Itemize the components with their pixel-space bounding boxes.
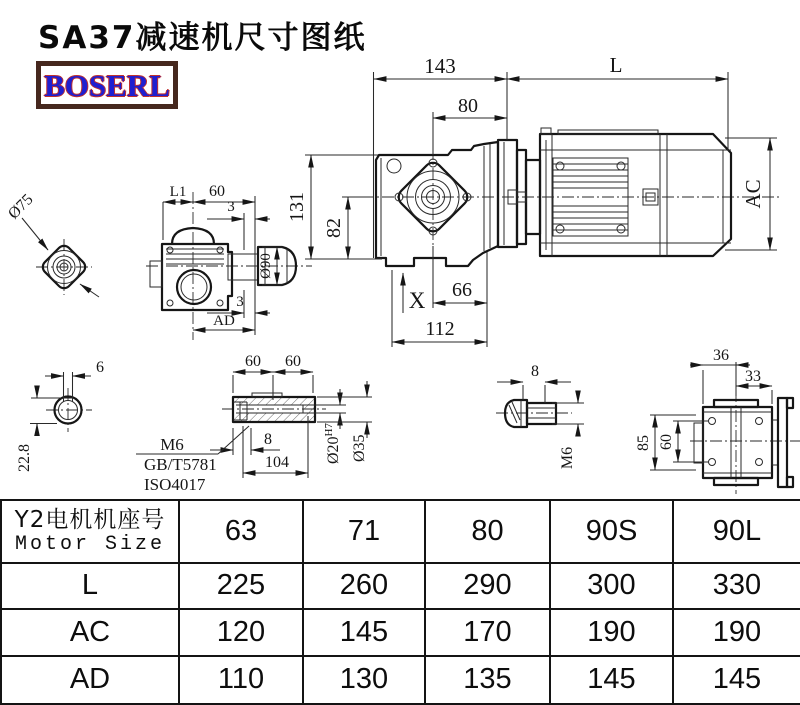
cell-AC-90L: 190 [673, 609, 800, 656]
cell-AD-80: 135 [425, 656, 550, 704]
dim-33: 33 [745, 368, 761, 385]
col-63: 63 [179, 500, 303, 563]
fastener-notes [136, 426, 249, 494]
cell-AD-90S: 145 [550, 656, 673, 704]
dim-60-left: 60 [245, 353, 261, 370]
dim-AD: AD [213, 313, 235, 329]
dim-66: 66 [452, 279, 472, 301]
dim-60-right: 60 [285, 353, 301, 370]
dim-143: 143 [424, 54, 456, 78]
brand-logo-text: BOSERL [44, 67, 170, 103]
dim-60: 60 [209, 183, 225, 200]
header-motor-size-cn: Y2电机机座号 [14, 506, 166, 533]
dim-36: 36 [713, 347, 729, 364]
dim-131: 131 [286, 192, 308, 222]
dim-104: 104 [265, 454, 289, 471]
motor-size-table [0, 499, 800, 705]
hollow-shaft-view [136, 353, 372, 494]
dim-35: Ø35 [351, 434, 368, 462]
dim-20H7: $Ø20^{H7}$ [323, 422, 342, 464]
cell-AD-90L: 145 [673, 656, 800, 704]
dim-6: 6 [96, 359, 104, 376]
main-dimensions [286, 53, 777, 347]
note-m6: M6 [160, 435, 184, 454]
cell-L-90S: 300 [550, 563, 673, 608]
col-71: 71 [303, 500, 425, 563]
cell-AC-90S: 190 [550, 609, 673, 656]
col-90L: 90L [673, 500, 800, 563]
dim-80: 80 [458, 95, 478, 117]
table-row-AC [1, 609, 800, 656]
rear-view [635, 347, 800, 494]
dim-X: X [408, 288, 426, 313]
dim-L: L [609, 53, 623, 77]
row-label-AD: AD [1, 656, 179, 704]
dim-112: 112 [425, 318, 455, 340]
cell-AD-63: 110 [179, 656, 303, 704]
dim-75: Ø75 [5, 191, 37, 223]
row-label-L: L [1, 563, 179, 608]
cell-AC-63: 120 [179, 609, 303, 656]
flange-view [5, 191, 99, 297]
main-view [286, 53, 780, 347]
cell-L-80: 290 [425, 563, 550, 608]
dim-8: 8 [264, 431, 272, 448]
cell-L-90L: 330 [673, 563, 800, 608]
table-row-AD [1, 656, 800, 704]
note-iso4017: ISO4017 [144, 475, 206, 494]
col-90S: 90S [550, 500, 673, 563]
dim-M6: M6 [559, 446, 576, 470]
cell-AC-71: 145 [303, 609, 425, 656]
table-row-L [1, 563, 800, 608]
cell-L-71: 260 [303, 563, 425, 608]
row-label-AC: AC [1, 609, 179, 656]
dim-60-rear: 60 [658, 434, 675, 450]
shaft-section-view [16, 359, 104, 472]
dim-8-bolt: 8 [531, 363, 539, 380]
dim-82: 82 [323, 218, 345, 238]
page-title: SA37减速机尺寸图纸 [38, 20, 367, 56]
note-gb-t5781: GB/T5781 [144, 455, 217, 474]
cell-AC-80: 170 [425, 609, 550, 656]
dim-90: Ø90 [258, 253, 274, 279]
dim-22-8: 22.8 [16, 444, 33, 472]
table-header-row [1, 500, 800, 563]
dim-AC: AC [741, 179, 765, 209]
header-motor-size [1, 500, 179, 563]
dim-85: 85 [635, 435, 652, 451]
dim-3-bottom: 3 [236, 294, 244, 310]
col-80: 80 [425, 500, 550, 563]
dim-3-top: 3 [227, 199, 235, 215]
cell-L-63: 225 [179, 563, 303, 608]
cell-AD-71: 130 [303, 656, 425, 704]
dim-L1: L1 [169, 184, 187, 200]
bolt-view [496, 363, 584, 469]
header-motor-size-en: Motor Size [14, 533, 166, 557]
